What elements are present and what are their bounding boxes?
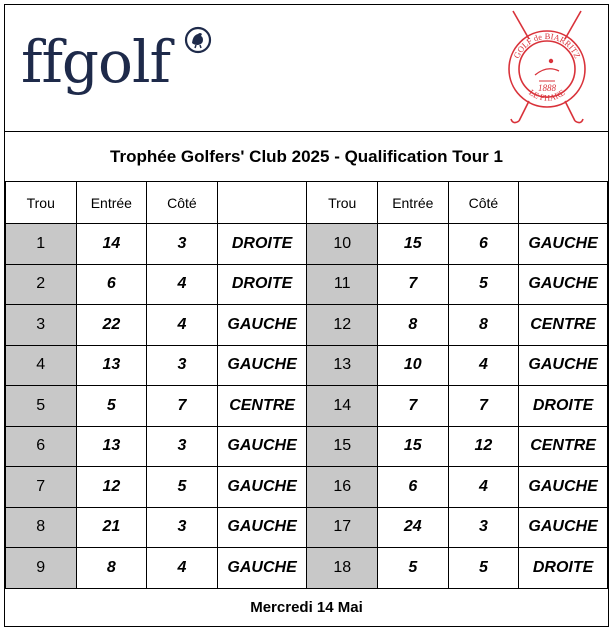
svg-text:GOLF de BIARRITZ xyxy=(511,31,582,60)
entree-value: 5 xyxy=(76,386,147,427)
date-footer: Mercredi 14 Mai xyxy=(250,598,363,616)
hole-number: 4 xyxy=(6,345,77,386)
hole-number: 18 xyxy=(307,548,378,589)
entree-value: 6 xyxy=(76,264,147,305)
hole-number: 17 xyxy=(307,507,378,548)
cote-value: 3 xyxy=(448,507,519,548)
table-row xyxy=(6,386,608,427)
pin-position-table xyxy=(5,181,608,589)
entree-value: 13 xyxy=(76,345,147,386)
side-value: GAUCHE xyxy=(217,305,307,346)
entree-value: 14 xyxy=(76,224,147,265)
hole-number: 11 xyxy=(307,264,378,305)
hole-number: 14 xyxy=(307,386,378,427)
table-row xyxy=(6,224,608,265)
cote-value: 12 xyxy=(448,426,519,467)
cote-value: 7 xyxy=(147,386,218,427)
entree-value: 15 xyxy=(377,426,448,467)
hole-number: 10 xyxy=(307,224,378,265)
entree-value: 6 xyxy=(377,467,448,508)
side-value: GAUCHE xyxy=(217,548,307,589)
entree-value: 7 xyxy=(377,386,448,427)
table-row xyxy=(6,264,608,305)
side-value: CENTRE xyxy=(519,305,608,346)
cote-value: 4 xyxy=(147,264,218,305)
side-value: DROITE xyxy=(217,224,307,265)
cote-value: 5 xyxy=(147,467,218,508)
emblem-name: GOLF de BIARRITZ xyxy=(511,30,583,60)
pin-position-sheet xyxy=(4,4,609,627)
emblem-year: 1888 xyxy=(538,83,556,93)
side-value: GAUCHE xyxy=(217,467,307,508)
hole-number: 12 xyxy=(307,305,378,346)
hole-number: 13 xyxy=(307,345,378,386)
table-row xyxy=(6,345,608,386)
side-value: GAUCHE xyxy=(519,264,608,305)
cote-value: 4 xyxy=(147,548,218,589)
cote-value: 5 xyxy=(448,264,519,305)
hole-number: 3 xyxy=(6,305,77,346)
entree-value: 7 xyxy=(377,264,448,305)
entree-value: 13 xyxy=(76,426,147,467)
side-value: GAUCHE xyxy=(519,467,608,508)
cote-value: 5 xyxy=(448,548,519,589)
entree-value: 22 xyxy=(76,305,147,346)
col-header-entree: Entrée xyxy=(76,182,147,224)
side-value: DROITE xyxy=(519,386,608,427)
table-header-row xyxy=(6,182,608,224)
side-value: GAUCHE xyxy=(519,507,608,548)
col-header-trou: Trou xyxy=(6,182,77,224)
col-header-side xyxy=(519,182,608,224)
hole-number: 2 xyxy=(6,264,77,305)
side-value: GAUCHE xyxy=(519,224,608,265)
table-row xyxy=(6,467,608,508)
hole-number: 6 xyxy=(6,426,77,467)
emblem-subtitle: LE PHARE xyxy=(527,87,567,103)
cote-value: 3 xyxy=(147,224,218,265)
col-header-cote: Côté xyxy=(147,182,218,224)
hole-number: 1 xyxy=(6,224,77,265)
col-header-entree: Entrée xyxy=(377,182,448,224)
table-row xyxy=(6,548,608,589)
header xyxy=(5,5,608,132)
cote-value: 4 xyxy=(147,305,218,346)
hole-number: 8 xyxy=(6,507,77,548)
entree-value: 5 xyxy=(377,548,448,589)
cote-value: 6 xyxy=(448,224,519,265)
side-value: GAUCHE xyxy=(217,507,307,548)
col-header-trou: Trou xyxy=(307,182,378,224)
side-value: GAUCHE xyxy=(519,345,608,386)
table-row xyxy=(6,305,608,346)
hole-number: 16 xyxy=(307,467,378,508)
cote-value: 3 xyxy=(147,345,218,386)
entree-value: 8 xyxy=(377,305,448,346)
entree-value: 15 xyxy=(377,224,448,265)
hole-number: 7 xyxy=(6,467,77,508)
entree-value: 24 xyxy=(377,507,448,548)
entree-value: 12 xyxy=(76,467,147,508)
side-value: DROITE xyxy=(519,548,608,589)
side-value: DROITE xyxy=(217,264,307,305)
table-row xyxy=(6,426,608,467)
col-header-side xyxy=(217,182,307,224)
side-value: GAUCHE xyxy=(217,426,307,467)
cote-value: 3 xyxy=(147,507,218,548)
cote-value: 4 xyxy=(448,345,519,386)
golf-biarritz-emblem xyxy=(499,9,595,129)
cote-value: 4 xyxy=(448,467,519,508)
side-value: GAUCHE xyxy=(217,345,307,386)
side-value: CENTRE xyxy=(519,426,608,467)
side-value: CENTRE xyxy=(217,386,307,427)
cote-value: 8 xyxy=(448,305,519,346)
hole-number: 5 xyxy=(6,386,77,427)
col-header-cote: Côté xyxy=(448,182,519,224)
hole-number: 9 xyxy=(6,548,77,589)
entree-value: 21 xyxy=(76,507,147,548)
document-title: Trophée Golfers' Club 2025 - Qualification Tour 1 xyxy=(5,132,608,182)
entree-value: 8 xyxy=(76,548,147,589)
ffgolf-logo: ffgolf xyxy=(21,28,170,96)
hole-number: 15 xyxy=(307,426,378,467)
entree-value: 10 xyxy=(377,345,448,386)
rooster-registered-icon xyxy=(183,25,213,55)
table-row xyxy=(6,507,608,548)
cote-value: 3 xyxy=(147,426,218,467)
cote-value: 7 xyxy=(448,386,519,427)
